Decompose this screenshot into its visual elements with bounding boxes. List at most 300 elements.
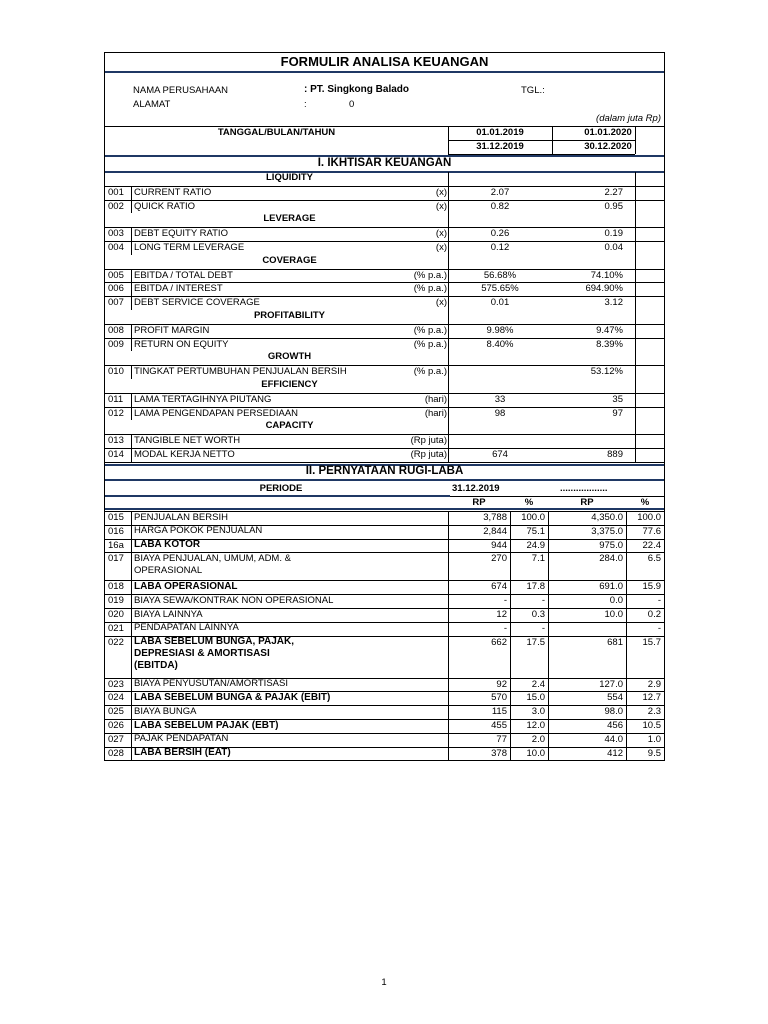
row-pct-2: 12.7 [642,692,661,704]
cell-divider [626,719,627,733]
row-rp-1: 674 [491,581,507,593]
row-unit: (Rp juta) [410,449,447,460]
cell-divider [448,622,449,636]
row-name: LABA KOTOR [134,539,201,551]
cell-divider [626,511,627,525]
row-rp-2: 0.0 [609,595,623,607]
row-pct-1: 3.0 [531,706,545,718]
cell-divider [635,241,636,255]
cell-divider [626,539,627,553]
row-rp-2: 681 [607,636,623,648]
row-name: PENDAPATAN LAINNYA [134,622,239,634]
cell-divider [635,282,636,296]
cell-divider [448,213,449,227]
row-unit: (x) [435,297,447,309]
cell-divider [510,733,511,747]
row-value-2: 97 [612,407,623,419]
cell-divider [131,594,132,608]
row-name-line2: OPERASIONAL [134,564,203,576]
row-pct-1: 17.5 [526,636,545,648]
row-pct-1: 24.9 [526,539,545,551]
row-rp-1: 662 [491,636,507,648]
cell-divider [510,594,511,608]
row-name: TANGIBLE NET WORTH [134,435,241,447]
row-value-2: 74.10% [590,269,623,281]
row-unit: (% p.a.) [413,338,447,350]
cell-divider [626,636,627,678]
row-name-line2: DEPRESIASI & AMORTISASI [134,648,270,660]
row-code: 026 [108,720,124,731]
row-code: 024 [108,692,124,704]
row-unit: (% p.a.) [413,283,447,295]
row-code: 017 [108,553,124,565]
address-value: 0 [349,99,355,110]
cell-divider [626,747,627,761]
cell-divider [448,594,449,608]
row-value-1: 575.65% [481,283,519,295]
cell-divider [626,525,627,539]
unit-note: (dalam juta Rp) [596,113,661,124]
category-label: CAPACITY [265,420,314,432]
row-code: 013 [108,435,124,447]
row-code: 005 [108,269,124,281]
cell-divider [548,678,549,692]
cell-divider [448,539,449,553]
period2-end: 30.12.2020 [584,141,632,152]
cell-divider [448,379,449,393]
row-code: 023 [108,678,124,690]
cell-divider [548,511,549,525]
cell-divider [131,241,132,255]
cell-divider [448,338,449,352]
cell-divider [448,747,449,761]
cell-divider [548,552,549,580]
row-value-1: 674 [492,449,508,460]
row-value-1: 0.12 [490,242,510,253]
periode-underline [105,495,450,497]
cell-divider [548,594,549,608]
row-name: TINGKAT PERTUMBUHAN PENJUALAN BERSIH [134,366,347,378]
row-name: RETURN ON EQUITY [134,338,229,350]
row-code: 016 [108,525,124,537]
row-rp-1: 12 [496,609,507,620]
row-pct-1: 2.0 [531,733,545,745]
row-code: 009 [108,338,124,350]
cell-divider [635,213,636,227]
row-rp-2: 284.0 [599,553,623,565]
cell-divider [131,324,132,338]
cell-divider [635,269,636,283]
row-rp-2: 127.0 [599,678,623,690]
row-code: 010 [108,366,124,378]
row-name: HARGA POKOK PENJUALAN [134,525,263,537]
cell-divider [448,580,449,594]
cell-divider [131,227,132,241]
row-pct-2: 1.0 [647,733,661,745]
row-code: 027 [108,733,124,745]
row-code: 003 [108,228,124,240]
cell-divider [448,636,449,678]
row-pct-1: 7.1 [531,553,545,565]
cell-divider [635,351,636,365]
cell-divider [448,269,449,283]
row-unit: (% p.a.) [413,366,447,378]
row-rp-1: 270 [491,553,507,565]
cell-divider [626,580,627,594]
row-value-1: 98 [494,407,506,419]
cell-divider [635,186,636,200]
row-rp-1: - [503,622,507,634]
row-name: PENJUALAN BERSIH [134,511,228,523]
cell-divider [131,282,132,296]
row-name: LONG TERM LEVERAGE [134,242,245,253]
row-name: QUICK RATIO [134,200,196,212]
cell-divider [510,636,511,678]
company-name-label: NAMA PERUSAHAAN [133,85,229,96]
cell-divider [548,636,549,678]
row-name: LABA OPERASIONAL [134,580,238,592]
cell-divider [510,747,511,761]
cell-divider [626,691,627,705]
row-value-1: 9.98% [486,324,514,336]
row-pct-2: 22.4 [642,539,661,551]
row-value-2: 9.47% [596,324,623,336]
row-pct-1: 17.8 [526,581,545,593]
row-code: 028 [108,747,124,759]
cell-divider [448,200,449,214]
row-rp-1: 115 [491,706,507,718]
section2-title: II. PERNYATAAN RUGI-LABA [305,465,464,477]
row-rp-2: 4,350.0 [591,512,623,523]
row-value-1: 8.40% [486,338,514,350]
period2-start: 01.01.2020 [584,127,632,138]
address-label: ALAMAT [133,99,171,110]
row-code: 019 [108,595,124,607]
row-pct-2: 9.5 [647,747,661,759]
cell-divider [510,539,511,553]
cell-divider [131,705,132,719]
row-name: BIAYA BUNGA [134,705,197,717]
row-code: 001 [108,186,124,198]
category-label: EFFICIENCY [261,379,318,390]
row-code: 011 [108,393,124,405]
cell-divider [131,608,132,622]
cell-divider [548,691,549,705]
period-label: TANGGAL/BULAN/TAHUN [217,127,336,138]
cell-divider [548,608,549,622]
financial-analysis-form [104,52,665,761]
section1-title: I. IKHTISAR KEUANGAN [317,157,452,169]
cell-divider [635,172,636,186]
row-name: LABA SEBELUM PAJAK (EBT) [134,719,279,731]
row-unit: (x) [435,242,447,253]
cell-divider [131,434,132,448]
row-name: LABA SEBELUM BUNGA & PAJAK (EBIT) [134,691,331,703]
cell-divider [635,227,636,241]
cell-divider [131,622,132,636]
periode-1: 31.12.2019 [452,483,500,494]
row-value-2: 889 [607,449,623,460]
cell-divider [448,227,449,241]
cell-divider [448,172,449,186]
row-unit: (Rp juta) [410,435,447,447]
col-pct-1: % [524,497,534,508]
category-label: LIQUIDITY [266,172,313,183]
cell-divider [635,310,636,324]
address-colon: : [304,99,307,110]
cell-divider [510,552,511,580]
cell-divider [448,310,449,324]
row-code: 16a [108,539,124,551]
row-pct-2: - [657,595,661,607]
row-rp-1: 455 [491,720,507,731]
period1-end: 31.12.2019 [476,141,524,152]
row-rp-2: 44.0 [604,733,623,745]
cell-divider [635,448,636,462]
cell-divider [448,552,449,580]
category-label: COVERAGE [262,254,317,266]
row-rp-2: 10.0 [604,609,623,620]
cell-divider [131,678,132,692]
row-unit: (x) [435,228,447,240]
cell-divider [131,448,132,462]
cell-divider [448,365,449,379]
cell-divider [548,719,549,733]
cell-divider [131,338,132,352]
cell-divider [635,255,636,269]
row-value-2: 53.12% [590,366,623,378]
row-rp-2: 975.0 [599,539,623,551]
row-rp-1: 570 [491,692,507,704]
row-code: 020 [108,609,124,620]
row-name: PROFIT MARGIN [134,324,210,336]
category-label: LEVERAGE [263,213,316,225]
row-name: LAMA TERTAGIHNYA PIUTANG [134,393,272,405]
category-label: GROWTH [267,351,312,363]
cell-divider [131,525,132,539]
cell-divider [510,705,511,719]
cell-divider [635,420,636,434]
row-rp-1: 2,844 [483,525,507,537]
row-pct-2: 10.5 [642,720,661,731]
cell-divider [131,747,132,761]
cell-divider [635,407,636,421]
row-code: 008 [108,324,124,336]
row-rp-1: 77 [496,733,507,745]
title-underline [105,71,664,73]
cell-divider [626,705,627,719]
cell-divider [448,719,449,733]
row-value-1: 33 [494,393,506,405]
row-value-1: 0.82 [490,200,510,212]
row-name: LABA SEBELUM BUNGA, PAJAK, [134,636,295,648]
cell-divider [635,338,636,352]
cell-divider [510,691,511,705]
row-pct-1: 12.0 [526,720,545,731]
cell-divider [131,296,132,310]
row-pct-1: 100.0 [521,512,545,523]
cell-divider [448,733,449,747]
row-name: PAJAK PENDAPATAN [134,733,229,745]
row-pct-1: 0.3 [531,609,545,620]
row-pct-1: - [541,622,545,634]
category-label: PROFITABILITY [253,310,326,321]
cell-divider [131,393,132,407]
cell-divider [448,186,449,200]
row-code: 015 [108,512,124,523]
row-value-2: 0.19 [604,228,623,240]
company-name-value: : PT. Singkong Balado [304,84,410,95]
cell-divider [510,580,511,594]
row-value-2: 2.27 [604,186,623,198]
cell-divider [635,379,636,393]
cell-divider [448,434,449,448]
row-name: BIAYA LAINNYA [134,608,203,620]
row-pct-2: 77.6 [642,525,661,537]
row-code: 021 [108,622,124,634]
cell-divider [548,580,549,594]
cell-divider [510,622,511,636]
row-pct-2: 15.7 [642,636,661,648]
row-pct-2: 15.9 [642,581,661,593]
cell-divider [635,393,636,407]
cell-divider [626,594,627,608]
period-divider-2 [552,126,553,154]
periode-2: .................. [560,483,608,494]
page-number: 1 [381,977,387,988]
cell-divider [131,691,132,705]
row-value-1: 0.01 [490,297,510,309]
row-unit: (x) [435,186,447,198]
row-value-1: 0.26 [490,228,510,240]
cell-divider [510,608,511,622]
cell-divider [448,255,449,269]
cell-divider [448,678,449,692]
cell-divider [448,324,449,338]
cell-divider [448,407,449,421]
cell-divider [448,511,449,525]
row-value-2: 0.04 [604,242,623,253]
row-line [105,462,664,463]
row-rp-1: 3,788 [483,512,507,523]
row-pct-1: 75.1 [526,525,545,537]
row-code: 014 [108,449,124,460]
row-code: 018 [108,581,124,593]
row-name-line3: (EBITDA) [134,660,178,672]
cell-divider [626,552,627,580]
cell-divider [131,580,132,594]
row-rp-2: 3,375.0 [591,525,623,537]
cell-divider [131,552,132,580]
row-pct-2: 100.0 [637,512,661,523]
cell-divider [131,200,132,214]
cell-divider [131,636,132,678]
cell-divider [510,511,511,525]
col-rp-2: RP [580,497,594,508]
row-code: 004 [108,242,124,253]
row-value-2: 0.95 [604,200,623,212]
cell-divider [448,608,449,622]
row-unit: (% p.a.) [413,269,447,281]
row-code: 007 [108,297,124,309]
cell-divider [510,525,511,539]
cell-divider [548,622,549,636]
row-rp-2: 98.0 [604,706,623,718]
cell-divider [448,525,449,539]
cell-divider [635,296,636,310]
row-unit: (hari) [424,393,447,405]
row-value-2: 3.12 [604,297,623,309]
cell-divider [131,539,132,553]
row-value-1: 2.07 [490,186,510,198]
row-value-2: 35 [612,393,623,405]
col-pct-2: % [640,497,650,508]
cell-divider [448,282,449,296]
cell-divider [448,420,449,434]
row-pct-1: 15.0 [526,692,545,704]
col-rp-1: RP [472,497,486,508]
row-pct-2: 2.3 [647,706,661,718]
row-pct-1: - [541,595,545,607]
row-unit: (hari) [424,407,447,419]
row-rp-1: 944 [491,539,507,551]
row-value-2: 694.90% [585,283,623,295]
cell-divider [510,678,511,692]
row-pct-1: 10.0 [526,747,545,759]
cell-divider [548,525,549,539]
cell-divider [448,448,449,462]
period1-start: 01.01.2019 [476,127,524,138]
row-name: DEBT EQUITY RATIO [134,228,228,240]
row-code: 022 [108,636,124,648]
row-rp-1: 92 [496,678,507,690]
row-rp-2: 456 [607,720,623,731]
cell-divider [131,186,132,200]
cell-divider [448,351,449,365]
cell-divider [510,719,511,733]
row-code: 006 [108,283,124,295]
cell-divider [131,365,132,379]
cell-divider [548,539,549,553]
row-rp-1: - [503,595,507,607]
cell-divider [635,324,636,338]
cell-divider [548,733,549,747]
row-pct-2: 6.5 [647,553,661,565]
row-name: LABA BERSIH (EAT) [134,747,231,759]
row-code: 012 [108,407,124,419]
row-name: MODAL KERJA NETTO [134,449,235,460]
period-divider-1 [448,126,449,154]
row-rp-2: 691.0 [599,581,623,593]
periode-label: PERIODE [259,483,303,494]
row-pct-2: - [657,622,661,634]
row-name: CURRENT RATIO [134,186,212,198]
row-name: LAMA PENGENDAPAN PERSEDIAAN [134,407,299,419]
row-pct-2: 2.9 [647,678,661,690]
col-header-underline [105,508,664,510]
row-unit: (% p.a.) [413,324,447,336]
row-name: EBITDA / TOTAL DEBT [134,269,233,281]
row-unit: (x) [435,200,447,212]
cell-divider [626,608,627,622]
cell-divider [448,296,449,310]
row-name: BIAYA PENYUSUTAN/AMORTISASI [134,678,288,690]
cell-divider [448,241,449,255]
row-rp-2: 412 [607,747,623,759]
row-code: 002 [108,200,124,212]
row-pct-1: 2.4 [531,678,545,690]
row-name: BIAYA SEWA/KONTRAK NON OPERASIONAL [134,594,334,606]
